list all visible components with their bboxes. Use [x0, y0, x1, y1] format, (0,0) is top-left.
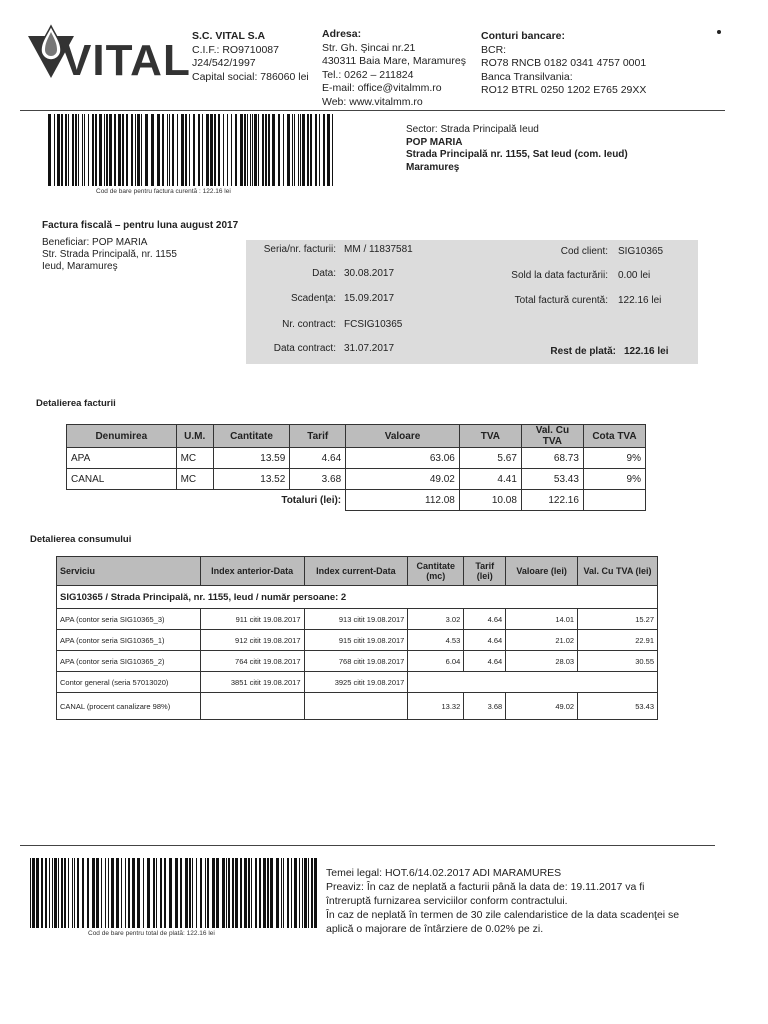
barcode-bar: [222, 858, 225, 928]
barcode-bar: [52, 858, 53, 928]
beneficiary-city: Ieud, Maramureş: [42, 261, 118, 272]
bank-bt-iban: RO12 BTRL 0250 1202 E765 29XX: [481, 84, 647, 96]
rest-value: 122.16 lei: [624, 346, 669, 357]
barcode-bar: [121, 858, 122, 928]
contract-value: FCSIG10365: [344, 319, 403, 330]
barcode-bar: [263, 858, 266, 928]
barcode-bar: [68, 858, 69, 928]
cell: 911 citit 19.08.2017: [200, 609, 304, 630]
barcode-bar: [61, 114, 63, 186]
consumption-group-row: [57, 586, 658, 609]
barcode-bar: [310, 114, 312, 186]
totals-row: [67, 490, 646, 511]
barcode-bar: [216, 858, 219, 928]
barcode-bar: [75, 114, 77, 186]
notice-line-1: Preaviz: În caz de neplată a facturii până la data de: 19.11.2017 va fi: [326, 881, 645, 893]
barcode-bar: [125, 858, 126, 928]
beneficiary-name: Beneficiar: POP MARIA: [42, 237, 148, 248]
barcode-bar: [228, 858, 230, 928]
barcode-bar: [99, 114, 102, 186]
barcode-bar: [57, 114, 60, 186]
barcode-bar: [315, 114, 317, 186]
cell: CANAL (procent canalizare 98%): [57, 693, 201, 720]
total-value: 122.16 lei: [618, 295, 662, 306]
barcode-bar: [180, 858, 182, 928]
barcode-bar: [251, 858, 252, 928]
barcode-bar: [153, 858, 155, 928]
barcode-bar: [272, 114, 275, 186]
barcode-bar: [231, 114, 232, 186]
company-address: [322, 28, 477, 109]
cell: 4.64: [464, 630, 506, 651]
cell: 15.27: [578, 609, 658, 630]
barcode-bar: [137, 114, 140, 186]
table-row: [57, 630, 658, 651]
bank-title: Conturi bancare:: [481, 30, 566, 42]
cell: 4.64: [464, 651, 506, 672]
table-row: [67, 469, 646, 490]
barcode-bar: [141, 114, 142, 186]
col-val-cu-tva: Val. Cu TVA: [521, 425, 583, 448]
cell: MC: [176, 469, 213, 490]
series-label: Seria/nr. facturii:: [263, 244, 336, 255]
company-logo: VITAL: [62, 36, 191, 85]
col-index-current: Index current-Data: [304, 557, 408, 586]
barcode-bar: [131, 114, 133, 186]
cell: 3851 citit 19.08.2017: [200, 672, 304, 693]
company-reg: J24/542/1997: [192, 57, 256, 69]
col-tva: TVA: [459, 425, 521, 448]
barcode-bar: [189, 858, 191, 928]
rest-label: Rest de plată:: [550, 346, 616, 357]
barcode-bar: [244, 858, 247, 928]
barcode-bar: [240, 114, 243, 186]
barcode-bar: [223, 114, 224, 186]
barcode-bar: [307, 114, 309, 186]
barcode-bar: [30, 858, 31, 928]
barcode-bar: [323, 114, 325, 186]
barcode-bar: [108, 858, 109, 928]
barcode-bar: [156, 858, 157, 928]
contract-date-value: 31.07.2017: [344, 343, 395, 354]
legal-basis: Temei legal: HOT.6/14.02.2017 ADI MARAMURES: [326, 867, 562, 879]
consumption-title: Detalierea consumului: [30, 534, 132, 545]
cell: 912 citit 19.08.2017: [200, 630, 304, 651]
cell: 9%: [583, 448, 645, 469]
barcode-bar: [72, 858, 73, 928]
barcode-bar: [78, 114, 79, 186]
address-email: E-mail: office@vitalmm.ro: [322, 82, 442, 94]
barcode-bar: [160, 858, 162, 928]
cell: 63.06: [346, 448, 460, 469]
barcode-bar: [265, 114, 267, 186]
balance-label: Sold la data facturării:: [511, 270, 608, 281]
barcode-bar: [283, 114, 284, 186]
barcode-bar: [298, 114, 299, 186]
barcode-bar: [114, 114, 116, 186]
barcode-bar: [41, 858, 43, 928]
barcode-bar: [247, 114, 248, 186]
total-val-cu-tva: 122.16: [521, 490, 583, 511]
barcode-bar: [299, 858, 300, 928]
barcode-bar: [92, 114, 94, 186]
cell: CANAL: [67, 469, 177, 490]
cell: 30.55: [578, 651, 658, 672]
barcode-bar: [294, 114, 295, 186]
cell: 49.02: [346, 469, 460, 490]
col-cota-tva: Cota TVA: [583, 425, 645, 448]
cell: [408, 672, 658, 693]
barcode-bar: [294, 858, 297, 928]
cell: 22.91: [578, 630, 658, 651]
barcode-bar: [276, 858, 279, 928]
barcode-bar: [36, 858, 39, 928]
barcode-bar: [118, 114, 121, 186]
due-value: 15.09.2017: [344, 293, 395, 304]
barcode-bar: [185, 114, 187, 186]
beneficiary-street: Str. Strada Principală, nr. 1155: [42, 249, 177, 260]
barcode-bar: [252, 114, 253, 186]
barcode-bar: [147, 858, 150, 928]
barcode-bar: [232, 858, 234, 928]
barcode-bar: [212, 858, 215, 928]
barcode-bar: [128, 858, 130, 928]
barcode-bar: [84, 114, 85, 186]
cell: 53.43: [521, 469, 583, 490]
contract-date-label: Data contract:: [273, 343, 336, 354]
address-tel: Tel.: 0262 – 211824: [322, 68, 414, 81]
barcode-bar: [235, 114, 237, 186]
barcode-bar: [198, 114, 200, 186]
barcode-bar: [259, 858, 261, 928]
barcode-bar: [172, 114, 174, 186]
company-capital: Capital social: 786060 lei: [192, 70, 309, 83]
series-value: MM / 11837581: [344, 244, 413, 255]
barcode-bar: [87, 858, 89, 928]
barcode-bar: [193, 114, 195, 186]
cell: 13.59: [213, 448, 290, 469]
col-denumirea: Denumirea: [67, 425, 177, 448]
cell: [304, 693, 408, 720]
barcode-bar: [254, 114, 257, 186]
barcode-bar: [116, 858, 119, 928]
barcode-bar: [206, 114, 209, 186]
cell: 13.32: [408, 693, 464, 720]
col-index-anterior: Index anterior-Data: [200, 557, 304, 586]
barcode-bar: [314, 858, 317, 928]
barcode-bar: [101, 858, 102, 928]
cell: 13.52: [213, 469, 290, 490]
total-tva: 10.08: [459, 490, 521, 511]
consumption-table: [56, 556, 658, 720]
cell: 4.64: [464, 609, 506, 630]
barcode-bar: [302, 114, 305, 186]
barcode-bar: [308, 858, 309, 928]
barcode-top: [48, 114, 333, 186]
cell: [583, 490, 645, 511]
cell: 915 citit 19.08.2017: [304, 630, 408, 651]
cell: 4.41: [459, 469, 521, 490]
bank-accounts: [481, 30, 671, 98]
barcode-bar: [175, 858, 178, 928]
barcode-bar: [319, 114, 320, 186]
col-tarif: Tarif: [290, 425, 346, 448]
barcode-bar: [210, 114, 213, 186]
details-header-row: [67, 425, 646, 448]
recipient-county: Maramureş: [406, 161, 460, 173]
cell: 6.04: [408, 651, 464, 672]
consumption-group: SIG10365 / Strada Principală, nr. 1155, Ieud / număr persoane: 2: [57, 586, 658, 609]
table-row: [67, 448, 646, 469]
scan-dot: [717, 30, 721, 34]
barcode-bar: [226, 858, 227, 928]
barcode-bar: [157, 114, 160, 186]
totals-label: Totaluri (lei):: [281, 494, 342, 506]
barcode-bar: [287, 858, 289, 928]
table-row: [57, 693, 658, 720]
barcode-bar: [122, 114, 124, 186]
footer-divider: [20, 845, 715, 846]
cell: MC: [176, 448, 213, 469]
barcode-bar: [49, 858, 50, 928]
barcode-top-caption: Cod de bare pentru factura curentă : 122.16 lei: [96, 188, 231, 195]
barcode-bar: [45, 858, 47, 928]
barcode-bar: [77, 858, 79, 928]
notice-line-3: În caz de neplată în termen de 30 zile calendaristice de la data scadenţei se: [326, 909, 680, 921]
barcode-bar: [164, 858, 166, 928]
company-name: S.C. VITAL S.A: [192, 30, 266, 42]
barcode-bar: [258, 114, 259, 186]
barcode-bar: [202, 114, 203, 186]
cell: 3925 citit 19.08.2017: [304, 672, 408, 693]
barcode-bar: [304, 858, 307, 928]
client-label: Cod client:: [560, 246, 608, 257]
invoice-details-table: [66, 424, 646, 511]
barcode-bar: [167, 114, 168, 186]
barcode-bar: [311, 858, 313, 928]
recipient-address: Strada Principală nr. 1155, Sat Ieud (com. Ieud): [406, 149, 628, 160]
barcode-bar: [281, 858, 282, 928]
barcode-bar: [92, 858, 95, 928]
cell: 764 citit 19.08.2017: [200, 651, 304, 672]
barcode-bar: [68, 114, 69, 186]
barcode-bar: [82, 114, 83, 186]
barcode-bar: [248, 858, 250, 928]
barcode-bar: [262, 114, 264, 186]
barcode-bar: [218, 114, 220, 186]
cell: 5.67: [459, 448, 521, 469]
barcode-bar: [72, 114, 74, 186]
barcode-bar: [250, 114, 251, 186]
recipient-sector: Sector: Strada Principală Ieud: [406, 124, 539, 135]
date-value: 30.08.2017: [344, 268, 395, 279]
barcode-bar: [105, 858, 106, 928]
address-street: Str. Gh. Şincai nr.21: [322, 41, 416, 54]
barcode-bar: [205, 858, 206, 928]
barcode-bar: [54, 114, 55, 186]
cell: Contor general (seria 57013020): [57, 672, 201, 693]
barcode-bar: [126, 114, 128, 186]
barcode-bar: [207, 858, 209, 928]
barcode-bar: [54, 858, 57, 928]
barcode-bar: [61, 858, 63, 928]
barcode-bar: [300, 114, 301, 186]
barcode-bar: [48, 114, 51, 186]
barcode-bar: [287, 114, 290, 186]
barcode-bar: [109, 114, 112, 186]
barcode-bar: [268, 114, 270, 186]
col-tarif-lei: Tarif (lei): [464, 557, 506, 586]
barcode-bar: [192, 858, 193, 928]
cell: APA: [67, 448, 177, 469]
bank-bcr-iban: RO78 RNCB 0182 0341 4757 0001: [481, 57, 647, 69]
barcode-bar: [151, 114, 154, 186]
notice-line-2: întreruptă furnizarea serviciilor conform contractului.: [326, 895, 568, 907]
col-serviciu: Serviciu: [57, 557, 201, 586]
barcode-bar: [332, 114, 333, 186]
total-valoare: 112.08: [346, 490, 460, 511]
barcode-bar: [111, 858, 114, 928]
col-val-cu-tva-lei: Val. Cu TVA (lei): [578, 557, 658, 586]
cell: APA (contor seria SIG10365_3): [57, 609, 201, 630]
cell: 53.43: [578, 693, 658, 720]
table-row: [57, 609, 658, 630]
total-label: Total factură curentă:: [514, 295, 608, 306]
barcode-bar: [244, 114, 246, 186]
barcode-bar: [88, 114, 89, 186]
recipient-block: [406, 124, 628, 174]
cell: 49.02: [506, 693, 578, 720]
barcode-bar: [74, 858, 75, 928]
cell: 913 citit 19.08.2017: [304, 609, 408, 630]
details-title: Detalierea facturii: [36, 398, 116, 409]
barcode-bar: [270, 858, 273, 928]
table-row: [57, 651, 658, 672]
barcode-bar: [283, 858, 284, 928]
cell: APA (contor seria SIG10365_2): [57, 651, 201, 672]
date-label: Data:: [312, 268, 336, 279]
balance-value: 0.00 lei: [618, 270, 651, 281]
cell: 3.68: [290, 469, 346, 490]
barcode-bar: [169, 858, 172, 928]
cell: 68.73: [521, 448, 583, 469]
col-cantitate-mc: Cantitate (mc): [408, 557, 464, 586]
barcode-bar: [255, 858, 257, 928]
barcode-bar: [291, 858, 292, 928]
table-row: [57, 672, 658, 693]
header-divider: [20, 110, 725, 111]
contract-label: Nr. contract:: [282, 319, 336, 330]
cell: [200, 693, 304, 720]
cell: 4.53: [408, 630, 464, 651]
footer-notes: [326, 866, 726, 936]
col-valoare: Valoare: [346, 425, 460, 448]
barcode-bottom-caption: Cod de bare pentru total de plată: 122.16 lei: [88, 930, 215, 937]
barcode-bar: [177, 114, 178, 186]
barcode-bar: [82, 858, 84, 928]
barcode-bar: [58, 858, 59, 928]
client-value: SIG10365: [618, 246, 664, 257]
company-cif: C.I.F.: RO9710087: [192, 43, 279, 56]
barcode-bar: [64, 858, 66, 928]
cell: 3.68: [464, 693, 506, 720]
barcode-bar: [214, 114, 216, 186]
barcode-bar: [278, 114, 280, 186]
notice-line-4: aplică o majorare de întârziere de 0.02% pe zi.: [326, 923, 544, 935]
barcode-bar: [65, 114, 67, 186]
due-label: Scadenţa:: [290, 293, 336, 304]
barcode-bar: [143, 858, 144, 928]
address-title: Adresa:: [322, 28, 362, 40]
consumption-header-row: [57, 557, 658, 586]
cell: 28.03: [506, 651, 578, 672]
col-valoare-lei: Valoare (lei): [506, 557, 578, 586]
barcode-bar: [104, 114, 105, 186]
barcode-bar: [132, 858, 135, 928]
barcode-bar: [181, 114, 184, 186]
barcode-bar: [292, 114, 293, 186]
address-web: Web: www.vitalmm.ro: [322, 95, 423, 108]
cell: 3.02: [408, 609, 464, 630]
barcode-bar: [302, 858, 303, 928]
barcode-bar: [145, 114, 148, 186]
cell: 768 citit 19.08.2017: [304, 651, 408, 672]
beneficiary-block: [42, 237, 177, 273]
barcode-bar: [137, 858, 140, 928]
barcode-bar: [196, 858, 197, 928]
barcode-bar: [200, 858, 202, 928]
col-um: U.M.: [176, 425, 213, 448]
invoice-title: Factura fiscală – pentru luna august 2017: [42, 220, 239, 231]
barcode-bar: [96, 858, 99, 928]
cell: 14.01: [506, 609, 578, 630]
barcode-bar: [240, 858, 242, 928]
barcode-bottom: [30, 858, 318, 928]
barcode-bar: [235, 858, 238, 928]
barcode-bar: [189, 114, 190, 186]
barcode-bar: [95, 114, 97, 186]
cell: 4.64: [290, 448, 346, 469]
barcode-bar: [162, 114, 164, 186]
cell: 21.02: [506, 630, 578, 651]
cell: 9%: [583, 469, 645, 490]
address-city: 430311 Baia Mare, Maramureş: [322, 55, 466, 67]
barcode-bar: [169, 114, 170, 186]
barcode-bar: [106, 114, 108, 186]
cell: APA (contor seria SIG10365_1): [57, 630, 201, 651]
barcode-bar: [227, 114, 228, 186]
bank-bt: Banca Transilvania:: [481, 70, 573, 83]
barcode-bar: [135, 114, 136, 186]
barcode-bar: [185, 858, 188, 928]
barcode-bar: [32, 858, 35, 928]
company-info: [192, 30, 317, 84]
recipient-name: POP MARIA: [406, 136, 463, 148]
bank-bcr: BCR:: [481, 43, 507, 56]
barcode-bar: [327, 114, 330, 186]
col-cantitate: Cantitate: [213, 425, 290, 448]
barcode-bar: [267, 858, 269, 928]
